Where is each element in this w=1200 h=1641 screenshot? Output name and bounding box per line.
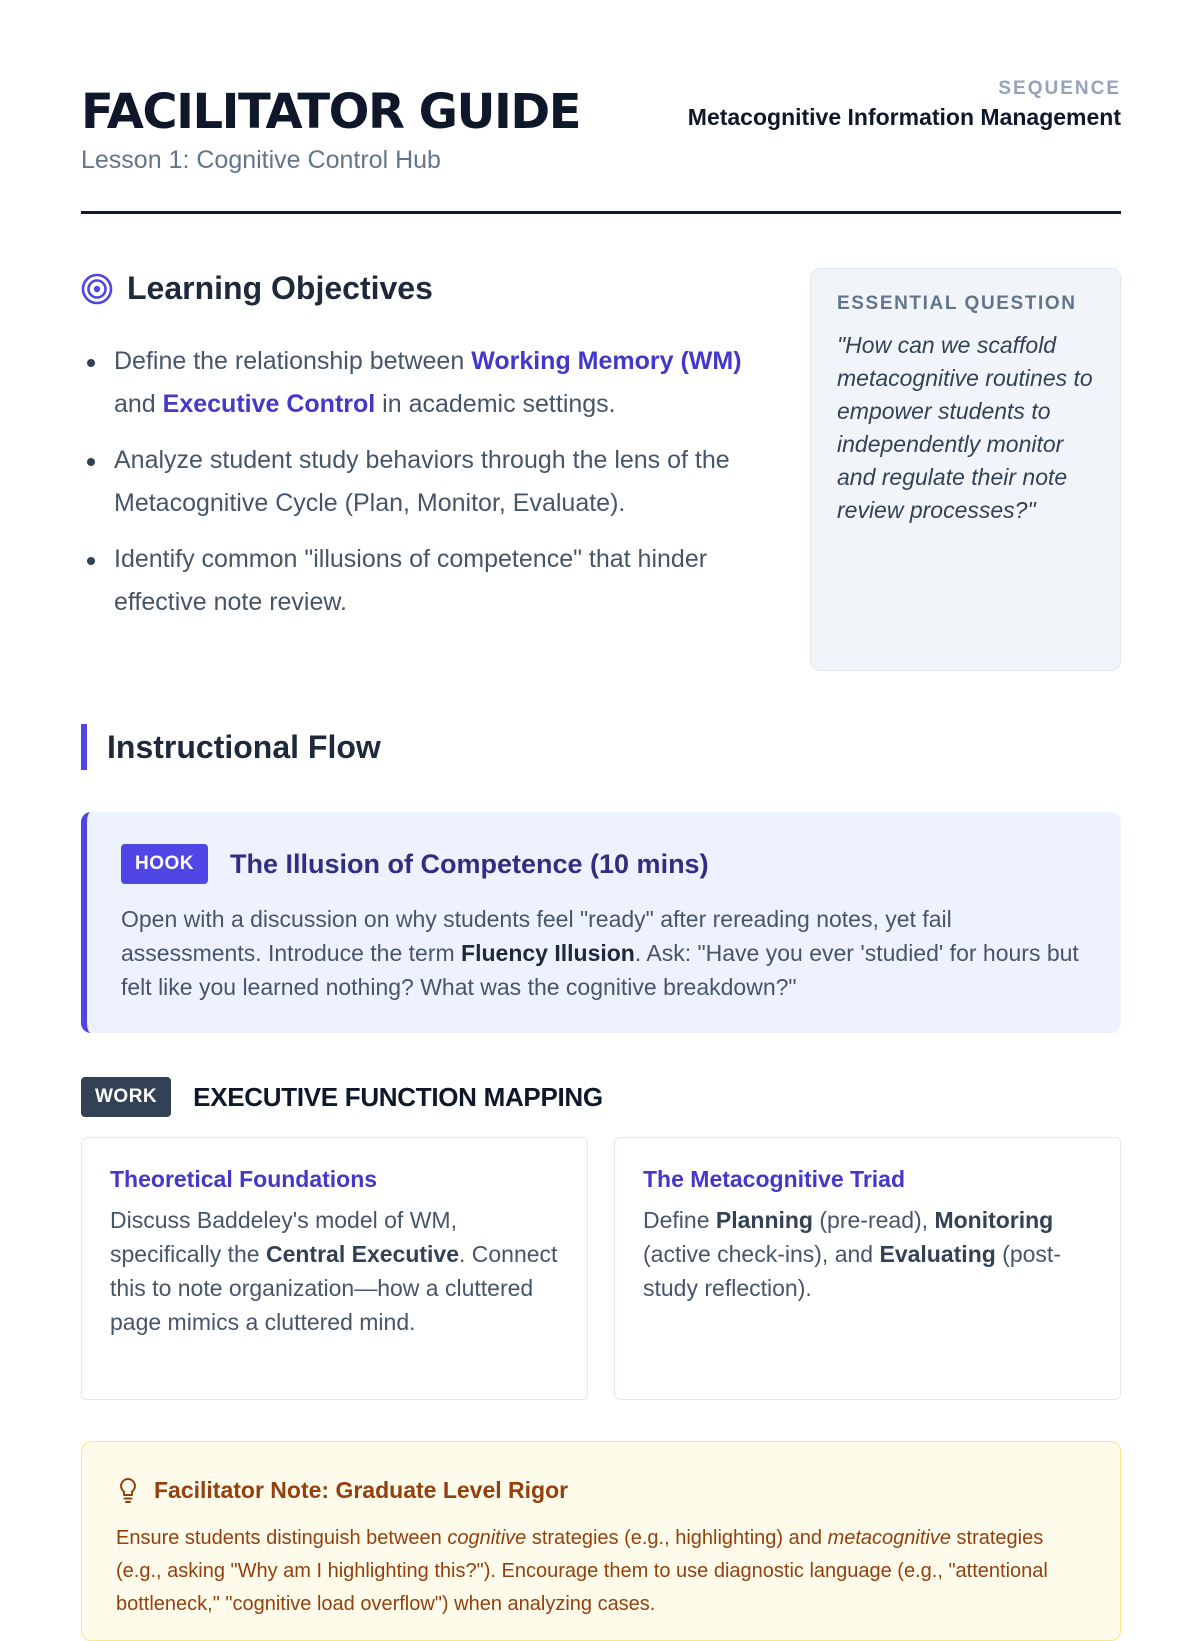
essential-question-label: ESSENTIAL QUESTION [837,293,1077,314]
essential-question-text: "How can we scaffold metacognitive routines to empower students to independently monitor and regulate their note review processes?" [837,332,1093,523]
work-badge: WORK [81,1077,171,1117]
note-text-part: strategies (e.g., highlighting) and [526,1527,828,1549]
objectives-title: Learning Objectives [127,270,433,306]
card-title: Theoretical Foundations [110,1166,378,1192]
term-working-memory: Working Memory (WM) [471,347,742,375]
term-planning: Planning [715,1207,813,1233]
card-text [643,1203,1092,1305]
term-evaluating: Evaluating [879,1241,996,1267]
theoretical-foundations-card [81,1137,588,1400]
target-icon [81,273,113,305]
work-heading [81,1077,603,1117]
hook-title: The Illusion of Competence (10 mins) [230,848,709,879]
card-text-part: (active check-ins), and [643,1241,880,1267]
term-fluency-illusion: Fluency Illusion [461,940,635,966]
lightbulb-icon [116,1476,140,1504]
card-text-part: (post-study reflection). [643,1241,1061,1301]
note-title: Facilitator Note: Graduate Level Rigor [154,1476,569,1503]
card-text-part: Define [643,1207,716,1233]
objectives-heading [81,270,433,307]
note-text-part: Ensure students distinguish between [116,1527,448,1549]
hook-text: . Ask: "Have you ever 'studied' for hours but felt like you learned nothing? What was the cognitive breakdown?" [121,940,1079,1000]
card-text-part: Discuss Baddeley's model of WM, specifically the [110,1207,457,1267]
hook-header [121,844,1087,884]
guide-header [81,78,1121,214]
note-header [116,1476,1086,1504]
term-monitoring: Monitoring [934,1207,1054,1233]
term-metacognitive: metacognitive [827,1527,951,1549]
objective-text: in academic settings. [375,390,616,418]
card-text-part: (pre-read), [813,1207,935,1233]
objective-text: Define the relationship between [114,347,472,375]
objective-text: and [114,390,163,418]
term-cognitive: cognitive [447,1527,527,1549]
hook-badge: HOOK [121,844,208,884]
objective-item [81,340,761,426]
lesson-subtitle: Lesson 1: Cognitive Control Hub [81,146,441,174]
page-title: FACILITATOR GUIDE [81,84,580,140]
sequence-value: Metacognitive Information Management [687,104,1121,130]
hook-description [121,902,1087,1004]
hook-text: Open with a discussion on why students feel "ready" after rereading notes, yet fail assessments. Introduce the term [121,906,952,966]
note-text [116,1522,1086,1621]
sequence-label: SEQUENCE [998,78,1121,99]
work-title: EXECUTIVE FUNCTION MAPPING [193,1081,603,1112]
hook-section [81,812,1121,1033]
instructional-flow-heading: Instructional Flow [81,724,381,770]
objective-item: Identify common "illusions of competence" that hinder effective note review. [81,538,761,624]
facilitator-note [81,1441,1121,1641]
objectives-list [81,340,761,637]
term-executive-control: Executive Control [162,390,376,418]
objective-item: Analyze student study behaviors through the lens of the Metacognitive Cycle (Plan, Monitor, Evaluate). [81,439,761,525]
card-title: The Metacognitive Triad [643,1166,905,1192]
card-text [110,1203,559,1339]
term-central-executive: Central Executive [265,1241,459,1267]
card-text-part: . Connect this to note organization—how a cluttered page mimics a cluttered mind. [110,1241,558,1335]
essential-question-card [810,268,1121,671]
metacognitive-triad-card [614,1137,1121,1400]
note-text-part: strategies (e.g., asking "Why am I highlighting this?"). Encourage them to use diagnostic language (e.g., "attentional bottleneck," "cognitive load overflow") when analyzing cases. [116,1527,1048,1615]
